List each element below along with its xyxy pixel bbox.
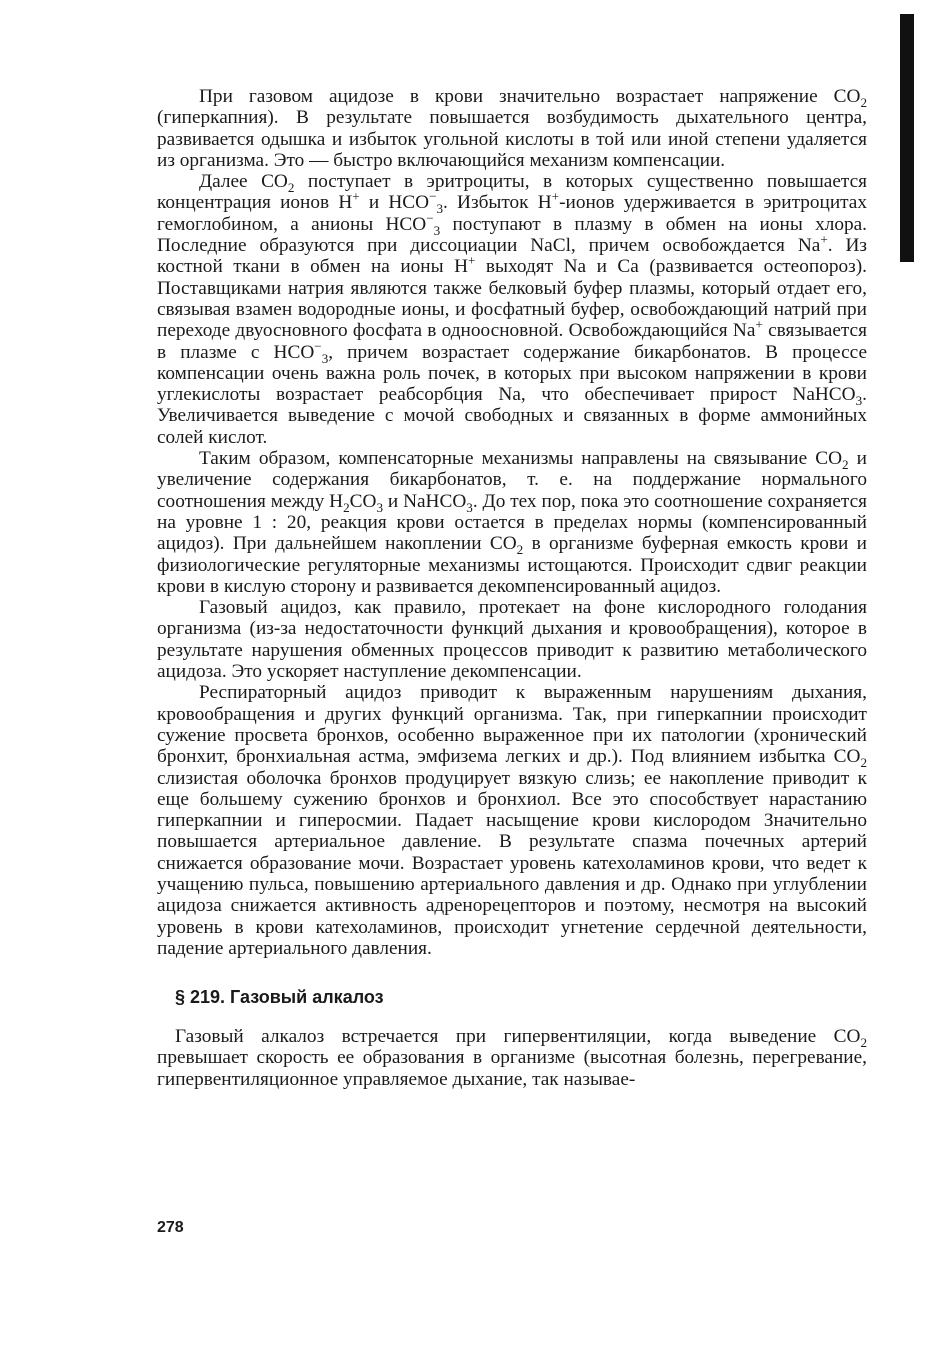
paragraph: Далее $CO_2$ поступает в эритроциты, в которых существенно повышается концентрация ионов H+ и $HCO^-_3$. Избыток H+-ионов удерживается в эритроцитах гемоглобином, а анионы $HCO^-_3$ поступают в плазму в обмен на ионы хлора. Последние образуются при диссоциации NaCl, причем освобождается Na+. Из костной ткани в обмен на ионы H+ выходят Na и Ca (развивается остеопороз). Поставщиками натрия являются также белковый буфер плазмы, который отдает его, связывая взамен водородные ионы, и фосфатный буфер, освобождающий натрий при переходе двуосновного фосфата в одноосновной. Освобождающийся Na+ связывается в плазме с $HCO^-_3$, причем возрастает содержание бикарбонатов. В процессе компенсации очень важна роль почек, в которых при высоком напряжении в крови углекислоты возрастает реабсорбция Na, что обеспечивает прирост NaHCO$_3$. Увеличивается выведение с мочой свободных и связанных в форме аммонийных солей кислот. bbox=[157, 171, 868, 448]
subscript: 2 bbox=[860, 94, 867, 110]
page-content bbox=[157, 86, 867, 1090]
superscript: + bbox=[468, 252, 476, 268]
paragraph: При газовом ацидозе в крови значительно возрастает напряжение $CO_2$ (гиперкапния). В результате повышается возбудимость дыхательного центра, развивается одышка и избыток угольной кислоты в той или иной степени удаляется из организма. Это — быстро включающийся механизм компенсации. bbox=[157, 86, 867, 171]
superscript: − bbox=[426, 210, 434, 226]
superscript: + bbox=[820, 231, 828, 247]
superscript: − bbox=[429, 189, 437, 205]
superscript: − bbox=[314, 338, 322, 354]
subscript: 2 bbox=[842, 456, 849, 472]
subscript: 2 bbox=[287, 180, 295, 196]
superscript: + bbox=[551, 189, 560, 205]
subscript: 3 bbox=[321, 350, 329, 366]
subscript: 3 bbox=[466, 499, 473, 515]
paragraph-list bbox=[157, 86, 867, 959]
subscript: 2 bbox=[860, 755, 867, 771]
page-edge-bar bbox=[900, 14, 914, 262]
paragraph: Газовый алкалоз встречается при гипервентиляции, когда выведение $CO_2$ превышает скорость ее образования в организме (высотная болезнь, перегревание, гипервентиляционное управляемое дыхание, так называе- bbox=[157, 1026, 867, 1090]
subscript: 2 bbox=[343, 499, 350, 515]
subscript: 2 bbox=[860, 1035, 867, 1051]
superscript: + bbox=[755, 316, 763, 332]
section-heading: § 219. Газовый алкалоз bbox=[175, 987, 384, 1008]
superscript: + bbox=[352, 189, 360, 205]
page-number: 278 bbox=[157, 1219, 184, 1236]
paragraph: Респираторный ацидоз приводит к выраженным нарушениям дыхания, кровообращения и других функций организма. Так, при гиперкапнии происходит сужение просвета бронхов, особенно выраженное при их патологии (хронический бронхит, бронхиальная астма, эмфизема легких и др.). Под влиянием избытка $CO_2$ слизистая оболочка бронхов продуцирует вязкую слизь; ее накопление приводит к еще большему сужению бронхов и бронхиол. Все это способствует нарастанию гиперкапнии и гиперосмии. Падает насыщение крови кислородом Значительно повышается артериальное давление. В результате спазма почечных артерий снижается образование мочи. Возрастает уровень катехоламинов крови, что ведет к учащению пульса, повышению артериального давления и др. Однако при углублении ацидоза снижается активность адренорецепторов и поэтому, несмотря на высокий уровень в крови катехоламинов, происходит угнетение сердечной деятельности, падение артериального давления. bbox=[157, 682, 867, 959]
subscript: 3 bbox=[433, 222, 441, 238]
subscript: 3 bbox=[376, 499, 384, 515]
paragraph: Таким образом, компенсаторные механизмы направлены на связывание $CO_2$ и увеличение содержания бикарбонатов, т. е. на поддержание нормального соотношения между $H_2CO_3$ и NaHCO$_3$. До тех пор, пока это соотношение сохраняется на уровне 1 : 20, реакция крови остается в пределах нормы (компенсированный ацидоз). При дальнейшем накоплении $CO_2$ в организме буферная емкость крови и физиологические регуляторные механизмы истощаются. Происходит сдвиг реакции крови в кислую сторону и развивается декомпенсированный ацидоз. bbox=[157, 448, 868, 597]
paragraph: Газовый ацидоз, как правило, протекает на фоне кислородного голодания организма (из-за недостаточности функций дыхания и кровообращения), которое в результате нарушения обменных процессов приводит к развитию метаболического ацидоза. Это ускоряет наступление декомпенсации. bbox=[157, 597, 867, 683]
subscript: 3 bbox=[855, 393, 863, 409]
subscript: 2 bbox=[516, 542, 524, 558]
subscript: 3 bbox=[436, 201, 444, 217]
